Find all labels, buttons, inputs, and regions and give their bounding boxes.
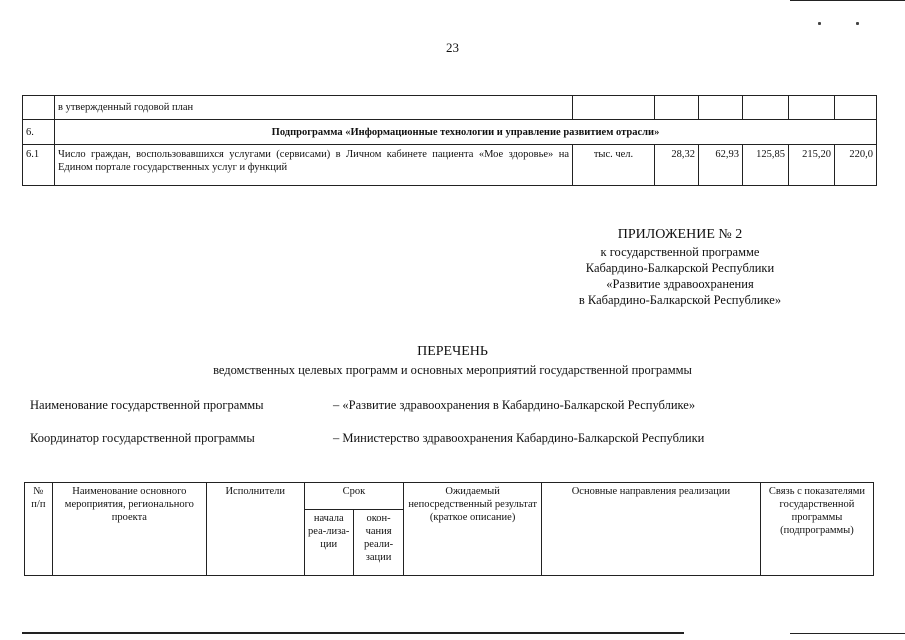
section-title: Подпрограмма «Информационные технологии и управление развитием отрасли» [55, 120, 877, 145]
header-term: Срок [304, 483, 404, 510]
cell-value [835, 96, 877, 120]
cell-num: 6.1 [23, 145, 55, 186]
header-term-end: окон-чания реали-зации [353, 510, 403, 576]
cell-value [699, 96, 743, 120]
list-title: ПЕРЕЧЕНЬ [417, 344, 488, 359]
header-link: Связь с показателями государственной программы (подпрограммы) [760, 483, 873, 576]
cell-name: Число граждан, воспользовавшихся услугами (сервисами) в Личном кабинете пациента «Мое здоровье» на Едином портале государственных услуг и функций [55, 145, 573, 186]
bottom-rule [22, 632, 684, 634]
annex-line: к государственной программе [600, 245, 760, 259]
header-result: Ожидаемый непосредственный результат (краткое описание) [404, 483, 542, 576]
cell-value [789, 96, 835, 120]
cell-num [23, 96, 55, 120]
cell-value [743, 96, 789, 120]
table-row [23, 145, 877, 186]
annex-block [540, 226, 820, 308]
cell-num: 6. [23, 120, 55, 145]
header-num: № п/п [25, 483, 53, 576]
header-directions: Основные направления реализации [541, 483, 760, 576]
annex-line: «Развитие здравоохранения [606, 277, 754, 291]
scan-mark [856, 22, 859, 25]
cell-value: 62,93 [699, 145, 743, 186]
list-subtitle: ведомственных целевых программ и основных мероприятий государственной программы [213, 363, 692, 377]
program-value: – «Развитие здравоохранения в Кабардино-Балкарской Республике» [333, 398, 696, 412]
page-number: 23 [446, 40, 459, 55]
indicators-table [22, 95, 877, 186]
scan-mark [818, 22, 821, 25]
header-term-start: начала реа-лиза-ции [304, 510, 353, 576]
cell-value: 28,32 [655, 145, 699, 186]
cell-name: в утвержденный годовой план [55, 96, 573, 120]
table-row [23, 96, 877, 120]
cell-value: 125,85 [743, 145, 789, 186]
bottom-rule-right [790, 633, 905, 634]
cell-value: 215,20 [789, 145, 835, 186]
cell-value [655, 96, 699, 120]
header-name: Наименование основного мероприятия, регионального проекта [52, 483, 206, 576]
program-label: Наименование государственной программы [30, 398, 264, 412]
cell-value: 220,0 [835, 145, 877, 186]
header-executors: Исполнители [206, 483, 304, 576]
table-row [23, 120, 877, 145]
header-row [25, 483, 874, 510]
cell-unit: тыс. чел. [573, 145, 655, 186]
annex-line: в Кабардино-Балкарской Республике» [578, 293, 782, 307]
cell-unit [573, 96, 655, 120]
annex-heading: ПРИЛОЖЕНИЕ № 2 [617, 227, 743, 242]
coordinator-value: – Министерство здравоохранения Кабардино-Балкарской Республики [333, 431, 705, 445]
programs-table [24, 482, 874, 576]
coordinator-label: Координатор государственной программы [30, 431, 255, 445]
top-right-rule [790, 0, 905, 1]
annex-line: Кабардино-Балкарской Республики [585, 261, 775, 275]
